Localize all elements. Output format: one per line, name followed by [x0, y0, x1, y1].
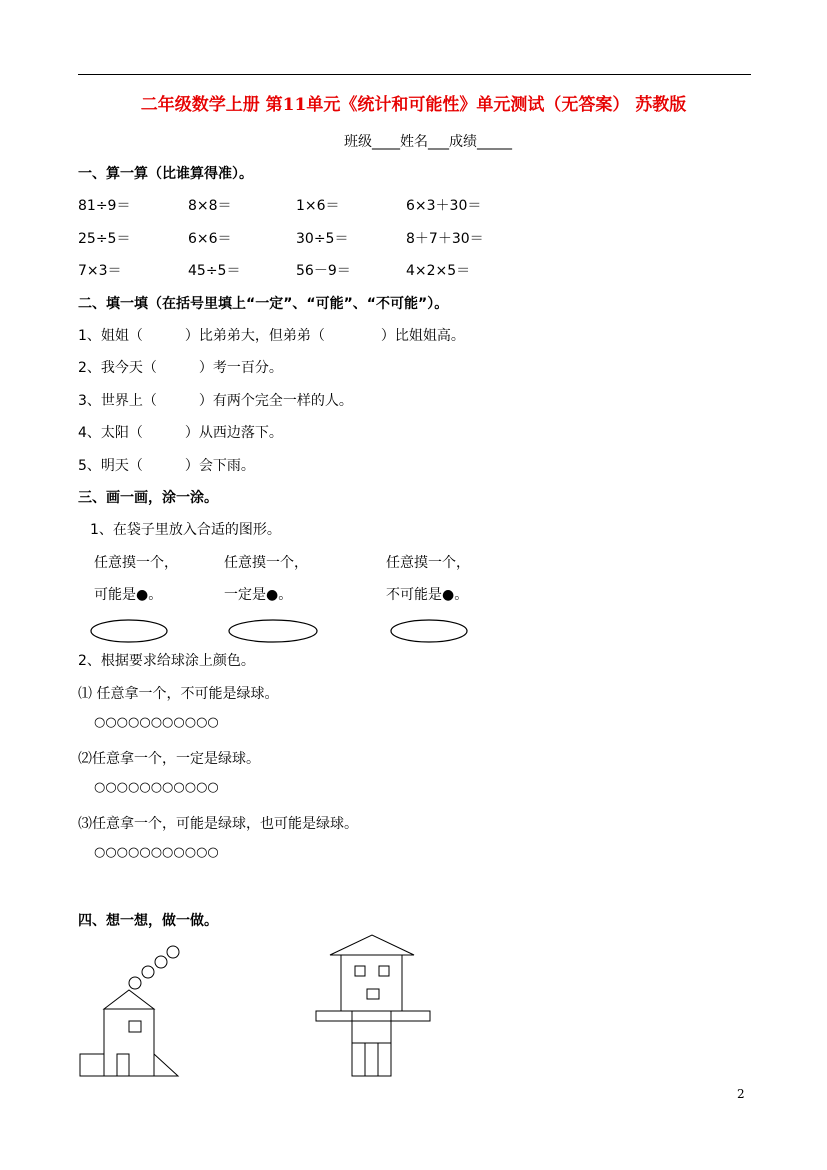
section3-heading: 三、画一画，涂一涂。	[78, 490, 218, 506]
house-figure	[80, 946, 179, 1076]
house-door	[117, 1054, 129, 1076]
house-triangle	[154, 1054, 178, 1076]
section2-heading: 二、填一填（在括号里填上“一定”、“可能”、“不可能”）。	[78, 296, 449, 312]
fill-item: 3、世界上（ ）有两个完全一样的人。	[78, 393, 353, 409]
q2-prompt: 2、根据要求给球涂上颜色。	[78, 653, 255, 669]
calc-item: 4×2×5＝	[406, 263, 471, 279]
robot-head	[341, 955, 402, 1011]
calc-item: 56－9＝	[296, 263, 351, 279]
robot-eye	[355, 966, 365, 976]
calc-item: 8×8＝	[188, 198, 232, 214]
smoke-puff	[155, 956, 167, 968]
robot-arms	[316, 1011, 430, 1021]
bag-2	[229, 620, 317, 642]
smoke-puff	[167, 946, 179, 958]
fill-item: 5、明天（ ）会下雨。	[78, 458, 255, 474]
ball-row: ○○○○○○○○○○○	[94, 715, 219, 730]
calc-item: 25÷5＝	[78, 231, 131, 247]
page-number: 2	[737, 1087, 745, 1101]
robot-body	[352, 1011, 391, 1043]
bag-instruction-line1: 任意摸一个，	[94, 555, 178, 571]
smoke-puff	[129, 977, 141, 989]
ball-row: ○○○○○○○○○○○	[94, 780, 219, 795]
fill-item: 1、姐姐（ ）比弟弟大，但弟弟（ ）比姐姐高。	[78, 328, 465, 344]
house-window	[129, 1021, 141, 1032]
calc-item: 81÷9＝	[78, 198, 131, 214]
ball-row: ○○○○○○○○○○○	[94, 845, 219, 860]
calc-item: 7×3＝	[78, 263, 122, 279]
smoke-puff	[142, 966, 154, 978]
student-info-line: 班级____姓名___成绩_____	[344, 134, 512, 150]
section1-heading: 一、算一算（比谁算得准）。	[78, 166, 253, 182]
robot-roof	[330, 935, 414, 955]
fill-item: 4、太阳（ ）从西边落下。	[78, 425, 283, 441]
bag-1	[91, 620, 167, 642]
robot-leg	[352, 1043, 365, 1076]
calc-item: 45÷5＝	[188, 263, 241, 279]
robot-figure	[316, 935, 430, 1076]
robot-leg	[365, 1043, 378, 1076]
bag-instruction-line1: 任意摸一个，	[224, 555, 308, 571]
color-sub-question: ⑶任意拿一个，可能是绿球，也可能是绿球。	[78, 816, 358, 832]
page-title: 二年级数学上册 第11单元《统计和可能性》单元测试（无答案） 苏教版	[140, 95, 687, 115]
robot-mouth	[367, 989, 379, 999]
calc-item: 1×6＝	[296, 198, 340, 214]
fill-item: 2、我今天（ ）考一百分。	[78, 360, 283, 376]
house-roof	[104, 990, 154, 1009]
calc-item: 6×3＋30＝	[406, 198, 482, 214]
bag-instruction-line2: 一定是●。	[224, 587, 293, 603]
color-sub-question: ⑴ 任意拿一个，不可能是绿球。	[78, 686, 279, 702]
bag-instruction-line2: 可能是●。	[94, 587, 163, 603]
bag-instruction-line1: 任意摸一个，	[386, 555, 470, 571]
calc-item: 8＋7＋30＝	[406, 231, 484, 247]
house-base-block	[80, 1054, 104, 1076]
q1-prompt: 1、在袋子里放入合适的图形。	[90, 522, 281, 538]
section4-heading: 四、想一想，做一做。	[78, 913, 218, 929]
robot-leg	[378, 1043, 391, 1076]
calc-item: 30÷5＝	[296, 231, 349, 247]
bag-instruction-line2: 不可能是●。	[386, 587, 469, 603]
color-sub-question: ⑵任意拿一个，一定是绿球。	[78, 751, 260, 767]
robot-eye	[379, 966, 389, 976]
bag-3	[391, 620, 467, 642]
calc-item: 6×6＝	[188, 231, 232, 247]
